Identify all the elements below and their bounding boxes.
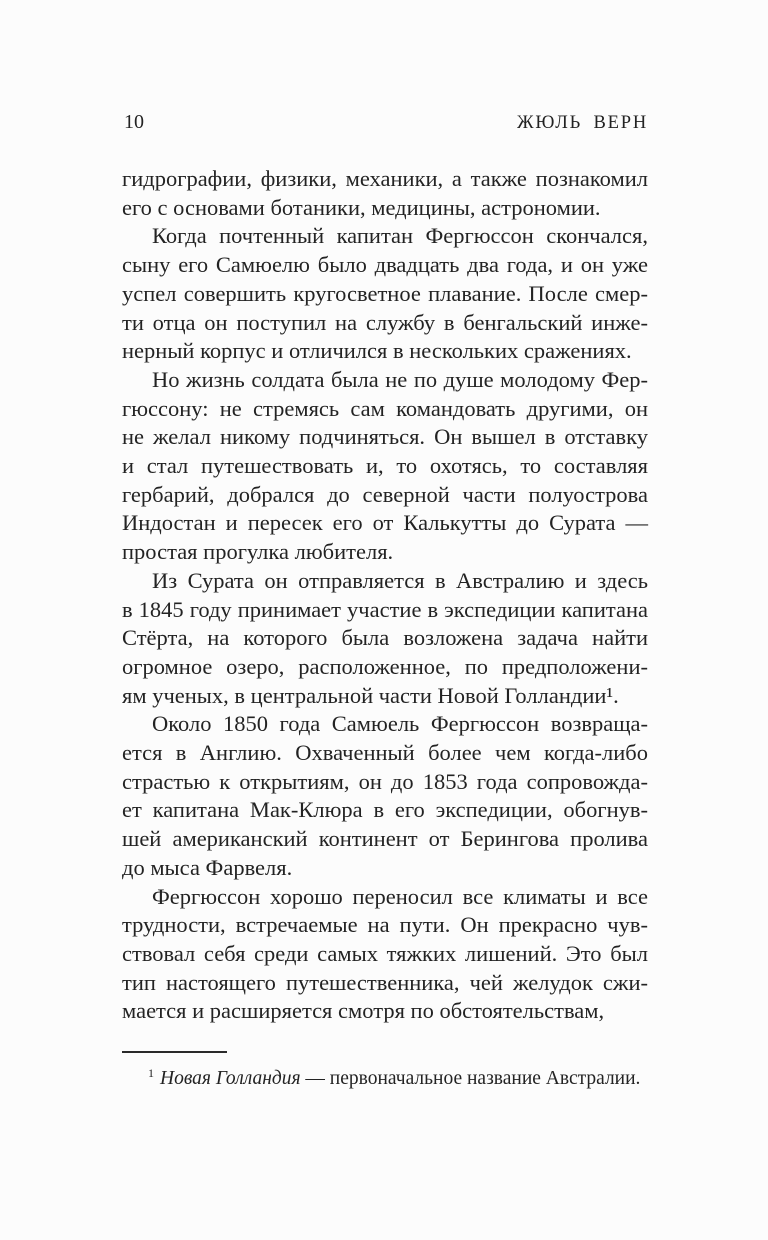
text-line: тип настоящего путешественника, чей желудок сжи- — [122, 969, 648, 995]
footnote-marker: 1 — [148, 1065, 154, 1080]
text-line: огромное озеро, расположенное, по предположени- — [122, 653, 648, 679]
text-line: ти отца он поступил на службу в бенгальский инже- — [122, 309, 648, 335]
text-line: его с основами ботаники, медицины, астрономии. — [122, 194, 601, 220]
footnote-separator — [122, 1051, 227, 1053]
paragraph — [122, 165, 648, 222]
text-line: гюссону: не стремясь сам командовать другими, он — [122, 395, 648, 421]
text-line: трудности, встречаемые на пути. Он прекрасно чув- — [122, 912, 648, 938]
paragraph — [122, 222, 648, 366]
text-line: Когда почтенный капитан Фергюссон скончался, — [152, 223, 648, 249]
text-line: Из Сурата он отправляется в Австралию и здесь — [152, 567, 648, 593]
text-line: ям ученых, в центральной части Новой Голландии¹. — [122, 682, 619, 708]
text-line: гидрографии, физики, механики, а также познакомил — [122, 166, 648, 191]
text-line: и стал путешествовать и, то охотясь, то составляя — [122, 453, 648, 479]
footnote-text: — первоначальное название Австралии. — [300, 1068, 641, 1089]
body-text — [122, 165, 648, 1026]
text-line: ствовал себя среди самых тяжких лишений. Это был — [122, 940, 648, 966]
text-line: простая прогулка любителя. — [122, 539, 394, 565]
running-title: ЖЮЛЬ ВЕРН — [517, 113, 648, 133]
text-line: Индостан и пересек его от Калькутты до Сурата — — [122, 510, 648, 536]
paragraph — [122, 366, 648, 567]
running-header — [124, 111, 648, 134]
text-line: ется в Англию. Охваченный более чем когда-либо — [122, 740, 648, 766]
text-line: успел совершить кругосветное плавание. После смер- — [122, 280, 648, 306]
text-line: сыну его Самюелю было двадцать два года, и он уже — [122, 252, 648, 278]
text-line: в 1845 году принимает участие в экспедиции капитана — [122, 596, 648, 622]
page-number: 10 — [124, 111, 144, 133]
paragraph — [122, 567, 648, 711]
text-line: Но жизнь солдата была не по душе молодому Фер- — [152, 366, 648, 392]
text-line: гербарий, добрался до северной части полуострова — [122, 481, 648, 507]
text-line: ет капитана Мак-Клюра в его экспедиции, обогнув- — [122, 797, 648, 823]
text-line: не желал никому подчиняться. Он вышел в отставку — [122, 424, 648, 450]
text-line: нерный корпус и отличился в нескольких сражениях. — [122, 338, 632, 364]
paragraph — [122, 883, 648, 1027]
paragraph — [122, 710, 648, 882]
text-line: Стёрта, на которого была возложена задача найти — [122, 625, 648, 651]
text-line: Фергюссон хорошо переносил все климаты и все — [152, 883, 648, 909]
text-line: Около 1850 года Самюель Фергюссон возвраща- — [152, 711, 648, 737]
text-line: до мыса Фарвеля. — [122, 854, 293, 880]
footnote — [122, 1066, 648, 1091]
text-line: шей американский континент от Берингова пролива — [122, 826, 648, 852]
text-line: страстью к открытиям, он до 1853 года сопровожда- — [122, 768, 648, 794]
footnote-term: Новая Голландия — [160, 1068, 301, 1089]
text-line: мается и расширяется смотря по обстоятельствам, — [122, 998, 605, 1024]
